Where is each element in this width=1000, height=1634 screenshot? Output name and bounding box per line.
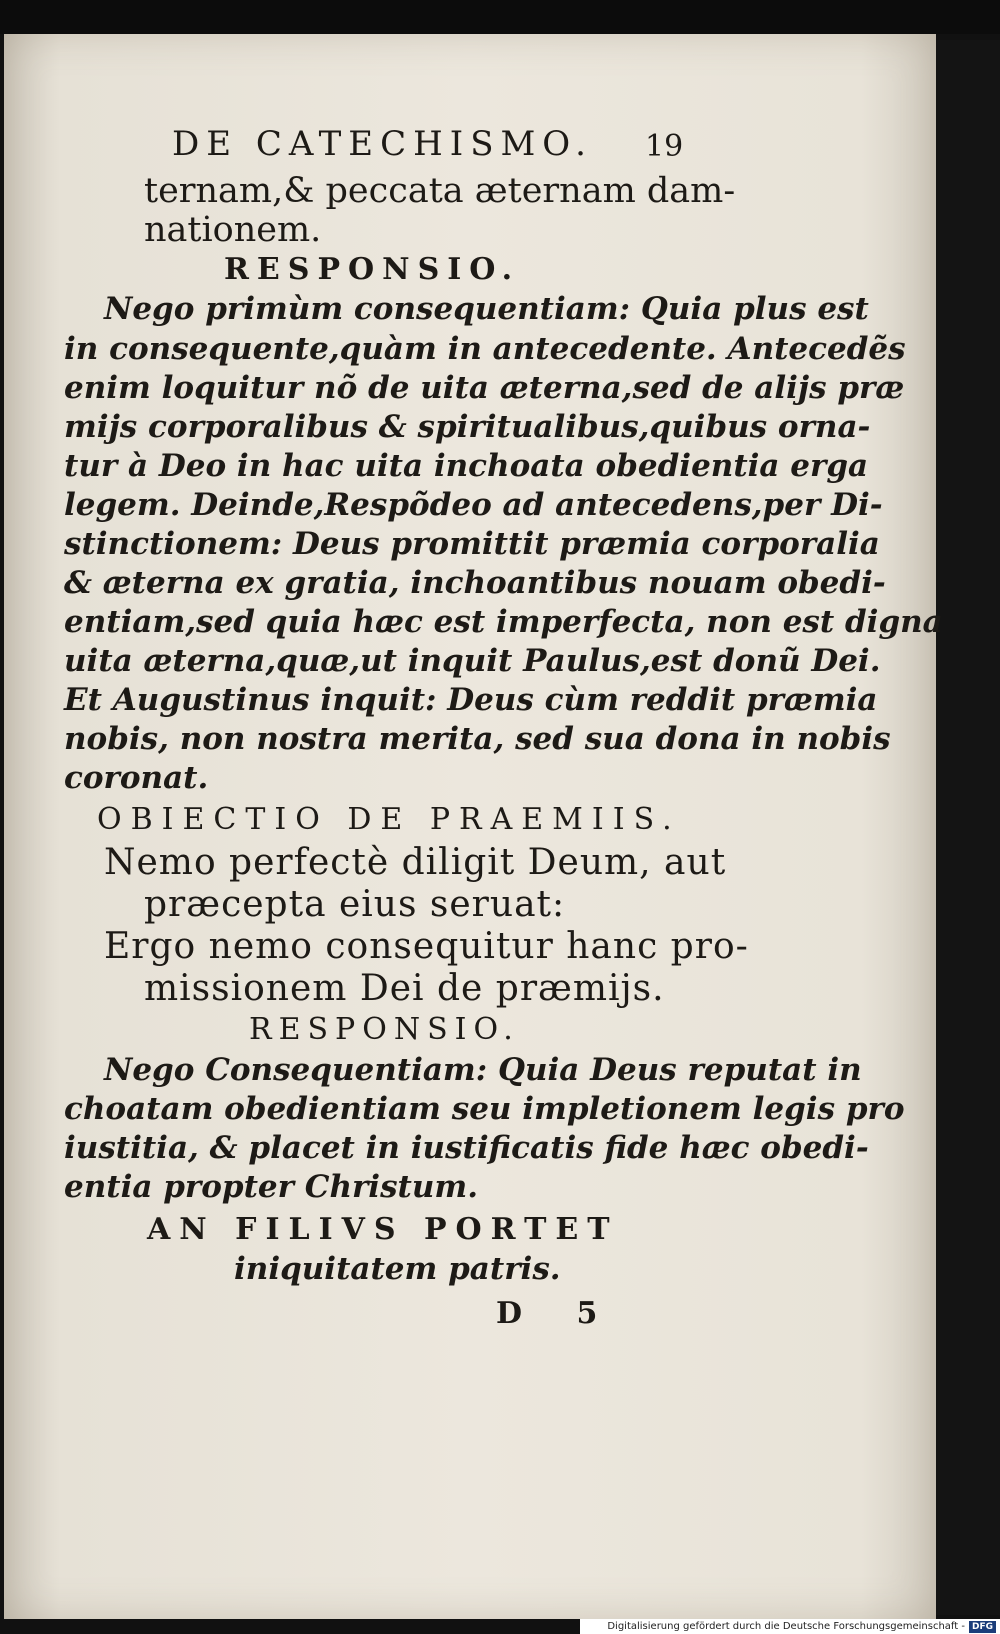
- dfg-logo: DFG: [969, 1621, 996, 1633]
- text-line: Ergo nemo consequitur hanc pro-: [104, 926, 749, 967]
- text-line: entia propter Christum.: [64, 1169, 478, 1205]
- text-line: in consequente,quàm in antecedente. Antecedẽs: [64, 331, 906, 367]
- top-border: [0, 0, 1000, 34]
- text-line: Et Augustinus inquit: Deus cùm reddit præmia: [64, 682, 878, 718]
- text-line: Nego Consequentiam: Quia Deus reputat in: [104, 1052, 862, 1088]
- text-line: nobis, non nostra merita, sed sua dona in nobis: [64, 721, 891, 757]
- text-line: iustitia, & placet in iustificatis fide hæc obedi-: [64, 1130, 869, 1166]
- text-line: legem. Deinde,Respõdeo ad antecedens,per Di-: [64, 487, 883, 523]
- text-line: stinctionem: Deus promittit præmia corporalia: [64, 526, 880, 562]
- text-line: choatam obedientiam seu impletionem legis pro: [64, 1091, 905, 1127]
- text-line: iniquitatem patris.: [234, 1251, 561, 1287]
- text-line: coronat.: [64, 760, 209, 796]
- text-line: mijs corporalibus & spiritualibus,quibus orna-: [64, 409, 871, 445]
- text-line: nationem.: [144, 210, 322, 250]
- page-number: 19: [645, 129, 684, 164]
- text-line: & æterna ex gratia, inchoantibus nouam obedi-: [64, 565, 886, 601]
- running-title: DE CATECHISMO.: [172, 124, 593, 164]
- text-line: missionem Dei de præmijs.: [144, 968, 665, 1009]
- section-heading: RESPONSIO.: [249, 1012, 520, 1047]
- section-heading: RESPONSIO.: [224, 252, 521, 287]
- text-line: præcepta eius seruat:: [144, 884, 566, 925]
- scan-background-edge: [936, 40, 1000, 1615]
- text-line: tur à Deo in hac uita inchoata obedientia erga: [64, 448, 869, 484]
- text-line: Nemo perfectè diligit Deum, aut: [104, 842, 727, 883]
- section-heading: AN FILIVS PORTET: [147, 1212, 619, 1247]
- section-heading: OBIECTIO DE PRAEMIIS.: [97, 802, 681, 837]
- text-line: uita æterna,quæ,ut inquit Paulus,est donũ Dei.: [64, 643, 881, 679]
- text-line: Nego primùm consequentiam: Quia plus est: [104, 291, 869, 327]
- digitization-footer: [580, 1619, 1000, 1634]
- text-line: entiam,sed quia hæc est imperfecta, non est digna: [64, 604, 943, 640]
- text-line: ternam,& peccata æternam dam-: [144, 171, 736, 211]
- book-page: [4, 34, 943, 1619]
- signature-mark: D 5: [496, 1296, 620, 1331]
- text-line: enim loquitur nõ de uita æterna,sed de alijs præ: [64, 370, 905, 406]
- footer-text: Digitalisierung gefördert durch die Deutsche Forschungsgemeinschaft -: [607, 1621, 965, 1632]
